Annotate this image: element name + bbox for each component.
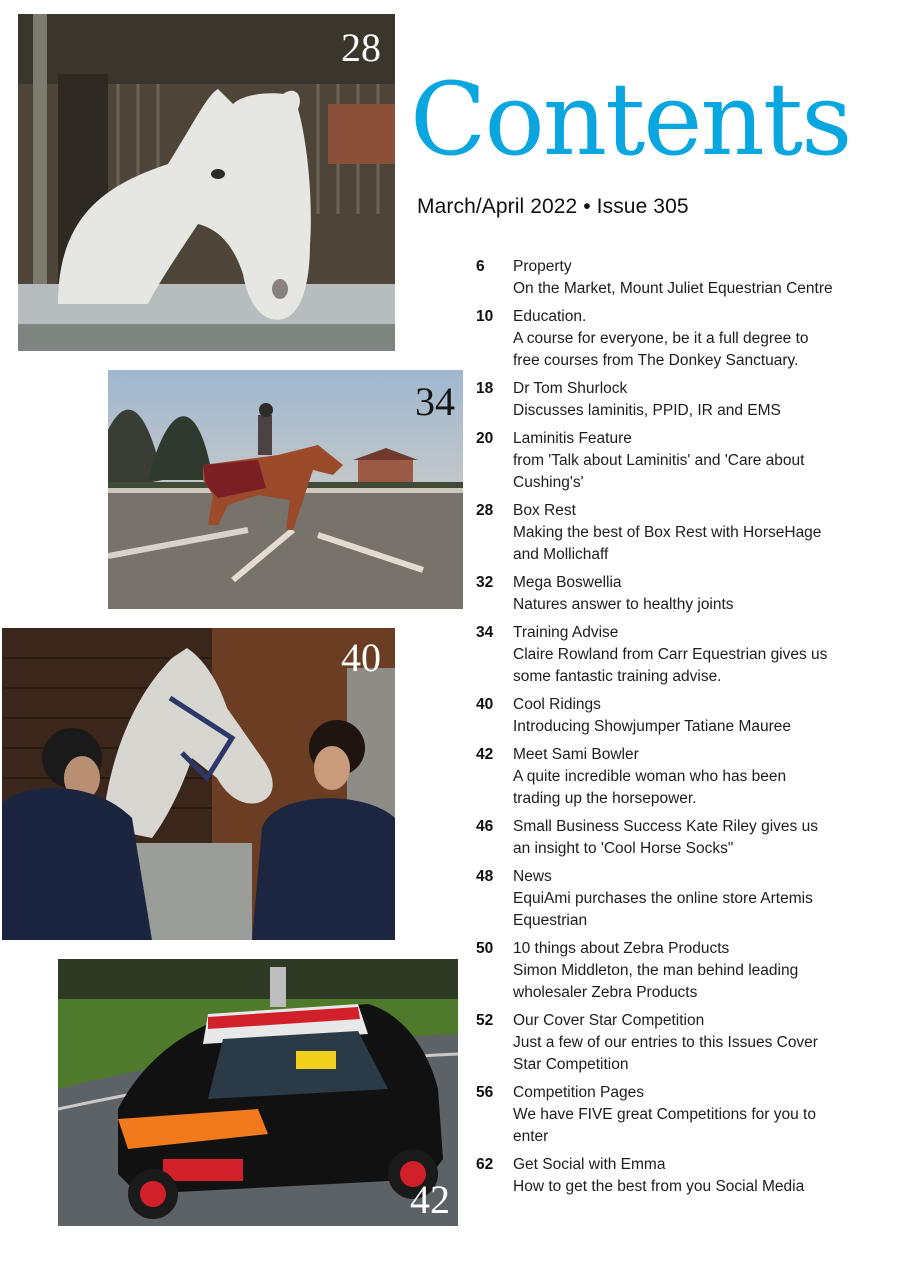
toc-text bbox=[513, 378, 781, 422]
toc-text bbox=[513, 622, 827, 688]
toc-entry[interactable] bbox=[476, 378, 896, 422]
toc-description: A quite incredible woman who has been bbox=[513, 768, 787, 785]
toc-description: from 'Talk about Laminitis' and 'Care about bbox=[513, 452, 805, 469]
toc-description: Claire Rowland from Carr Equestrian gives us bbox=[513, 646, 828, 663]
toc-text bbox=[513, 866, 813, 932]
toc-page-number: 28 bbox=[476, 502, 494, 519]
toc-page-number: 20 bbox=[476, 430, 494, 447]
toc-description: Just a few of our entries to this Issues Cover bbox=[513, 1034, 818, 1051]
toc-heading: Box Rest bbox=[513, 502, 576, 519]
photo-rider-arena bbox=[108, 370, 463, 609]
toc-heading: Cool Ridings bbox=[513, 696, 601, 713]
toc-text bbox=[513, 1082, 816, 1148]
toc-entry[interactable] bbox=[476, 744, 896, 810]
toc-entry[interactable] bbox=[476, 1154, 896, 1198]
toc-heading: Competition Pages bbox=[513, 1084, 644, 1101]
toc-description: wholesaler Zebra Products bbox=[513, 984, 698, 1001]
toc-entry[interactable] bbox=[476, 306, 896, 372]
toc-text bbox=[513, 1154, 804, 1198]
toc-description: Equestrian bbox=[513, 912, 588, 929]
toc-page-number: 32 bbox=[476, 574, 494, 591]
toc-description: an insight to 'Cool Horse Socks" bbox=[513, 840, 734, 857]
toc-text bbox=[513, 428, 804, 494]
photo-race-car bbox=[58, 959, 458, 1226]
toc-description: How to get the best from you Social Media bbox=[513, 1178, 805, 1195]
page-title: Contents bbox=[410, 61, 851, 178]
photo-page-number: 40 bbox=[341, 635, 381, 680]
toc-description: Cushing's' bbox=[513, 474, 584, 491]
toc-description: Making the best of Box Rest with HorseHage bbox=[513, 524, 822, 541]
toc-heading: Laminitis Feature bbox=[513, 430, 632, 447]
toc-description: Simon Middleton, the man behind leading bbox=[513, 962, 799, 979]
toc-entry[interactable] bbox=[476, 938, 896, 1004]
issue-info: March/April 2022 • Issue 305 bbox=[417, 195, 689, 218]
photo-page-number: 42 bbox=[410, 1177, 450, 1222]
toc-text bbox=[513, 572, 734, 616]
toc-entry[interactable] bbox=[476, 256, 896, 300]
toc-description: some fantastic training advise. bbox=[513, 668, 722, 685]
toc-heading: Small Business Success Kate Riley gives us bbox=[513, 818, 818, 835]
toc-page-number: 62 bbox=[476, 1156, 494, 1173]
toc-text bbox=[513, 500, 821, 566]
toc-text bbox=[513, 306, 809, 372]
toc-description: and Mollichaff bbox=[513, 546, 609, 563]
toc-page-number: 34 bbox=[476, 624, 494, 641]
photo-page-number: 34 bbox=[415, 379, 455, 424]
toc-page-number: 56 bbox=[476, 1084, 494, 1101]
toc-description: Natures answer to healthy joints bbox=[513, 596, 734, 613]
toc-heading: 10 things about Zebra Products bbox=[513, 940, 730, 957]
photo-page-number: 28 bbox=[341, 25, 381, 70]
toc-description: On the Market, Mount Juliet Equestrian Centre bbox=[513, 280, 833, 297]
toc-description: Discusses laminitis, PPID, IR and EMS bbox=[513, 402, 781, 419]
toc-page-number: 10 bbox=[476, 308, 494, 325]
toc-heading: Meet Sami Bowler bbox=[513, 746, 639, 763]
toc-entry[interactable] bbox=[476, 622, 896, 688]
toc-text bbox=[513, 744, 786, 810]
toc-heading: Training Advise bbox=[513, 624, 619, 641]
toc-heading: Property bbox=[513, 258, 572, 275]
toc-page-number: 46 bbox=[476, 818, 494, 835]
photo-grooms-with-horse bbox=[2, 628, 395, 940]
toc-entry[interactable] bbox=[476, 1082, 896, 1148]
toc-description: EquiAmi purchases the online store Artemis bbox=[513, 890, 813, 907]
toc-entry[interactable] bbox=[476, 816, 896, 860]
toc-page-number: 6 bbox=[476, 258, 485, 275]
toc-entry[interactable] bbox=[476, 572, 896, 616]
photo-grey-horse-stable bbox=[18, 14, 395, 351]
toc-page-number: 52 bbox=[476, 1012, 494, 1029]
toc-text bbox=[513, 816, 818, 860]
toc-page-number: 50 bbox=[476, 940, 494, 957]
toc-heading: Get Social with Emma bbox=[513, 1156, 666, 1173]
toc-page-number: 42 bbox=[476, 746, 494, 763]
toc-text bbox=[513, 256, 833, 300]
toc-description: Star Competition bbox=[513, 1056, 629, 1073]
toc-page-number: 40 bbox=[476, 696, 494, 713]
toc-heading: Dr Tom Shurlock bbox=[513, 380, 628, 397]
toc-heading: Our Cover Star Competition bbox=[513, 1012, 705, 1029]
toc-entry[interactable] bbox=[476, 694, 896, 738]
toc-entry[interactable] bbox=[476, 500, 896, 566]
toc-description: We have FIVE great Competitions for you to bbox=[513, 1106, 816, 1123]
toc-description: Introducing Showjumper Tatiane Mauree bbox=[513, 718, 792, 735]
toc-text bbox=[513, 938, 798, 1004]
toc-description: A course for everyone, be it a full degree to bbox=[513, 330, 809, 347]
toc-description: enter bbox=[513, 1128, 549, 1145]
toc-heading: Mega Boswellia bbox=[513, 574, 622, 591]
toc-heading: Education. bbox=[513, 308, 587, 325]
toc-description: trading up the horsepower. bbox=[513, 790, 697, 807]
toc-page-number: 48 bbox=[476, 868, 494, 885]
toc-entry[interactable] bbox=[476, 1010, 896, 1076]
table-of-contents bbox=[476, 256, 896, 1204]
toc-text bbox=[513, 1010, 818, 1076]
toc-description: free courses from The Donkey Sanctuary. bbox=[513, 352, 799, 369]
toc-entry[interactable] bbox=[476, 428, 896, 494]
toc-page-number: 18 bbox=[476, 380, 494, 397]
toc-entry[interactable] bbox=[476, 866, 896, 932]
toc-text bbox=[513, 694, 791, 738]
toc-heading: News bbox=[513, 868, 552, 885]
